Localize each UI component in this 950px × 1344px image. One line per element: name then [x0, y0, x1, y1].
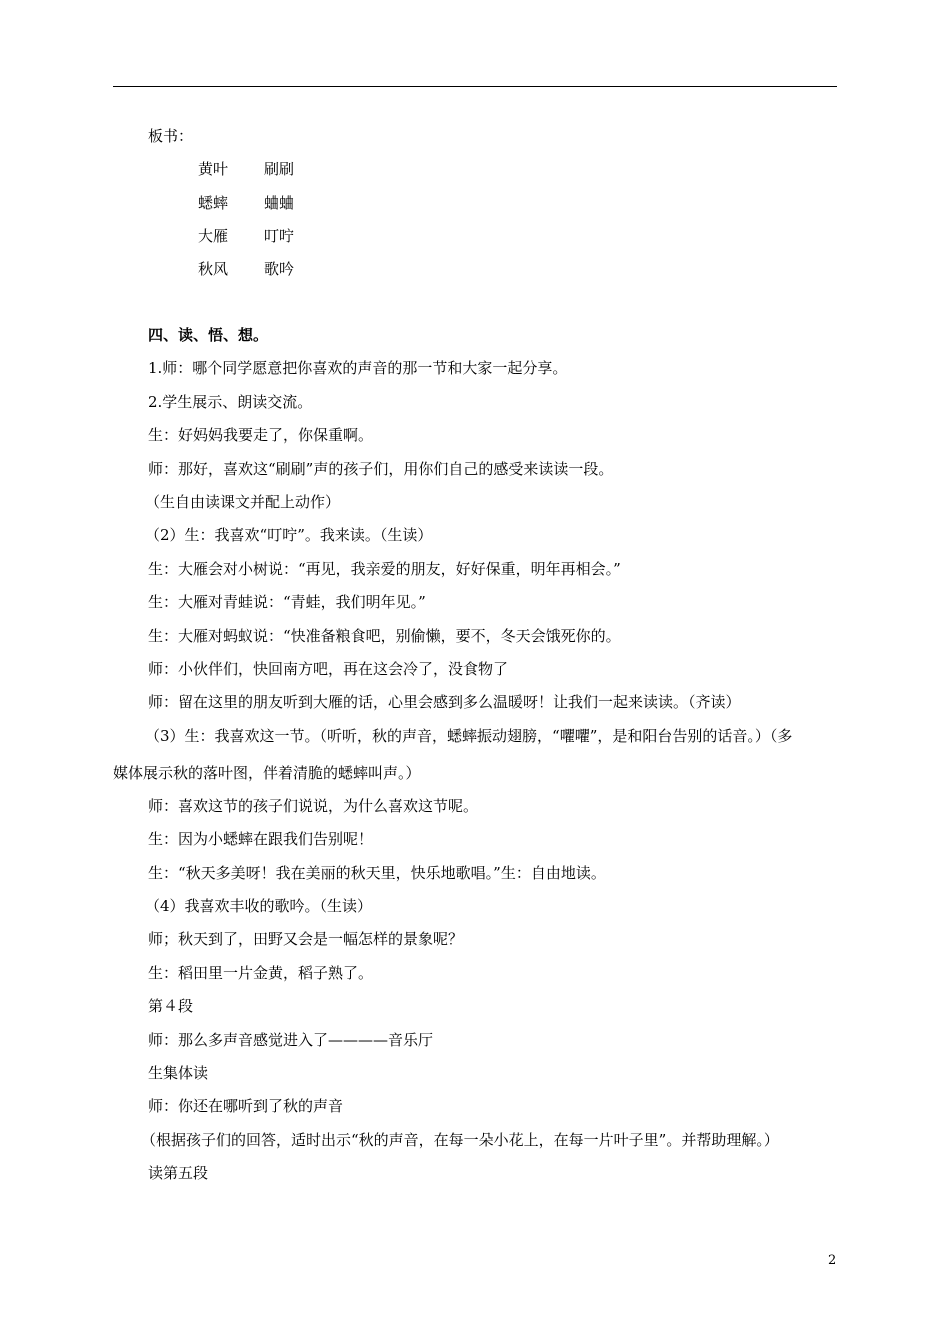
- body-line: 生：稻田里一片金黄，稻子熟了。: [148, 964, 374, 982]
- body-line: （根据孩子们的回答，适时出示“秋的声音，在每一朵小花上，在每一片叶子里”。并帮助理解。）: [141, 1131, 779, 1149]
- banshu-label: 板书：: [148, 127, 194, 145]
- body-line: 生：好妈妈我要走了，你保重啊。: [148, 426, 374, 444]
- banshu-row-3-left: 大雁: [198, 227, 229, 245]
- body-line: 读第五段: [148, 1164, 209, 1182]
- body-line: 师：留在这里的朋友听到大雁的话，心里会感到多么温暖呀！让我们一起来读读。（齐读）: [148, 693, 741, 711]
- body-line: 师；秋天到了，田野又会是一幅怎样的景象呢？: [148, 930, 464, 948]
- body-line: （3）生：我喜欢这一节。（听听，秋的声音，蟋蟀振动翅膀，“㘗㘗”，是和阳台告别的话音。）（多: [145, 727, 793, 745]
- section-heading: 四、读、悟、想。: [148, 326, 269, 344]
- body-line: 生：大雁会对小树说：“再见，我亲爱的朋友，好好保重，明年再相会。”: [148, 560, 621, 578]
- banshu-row-1-left: 黄叶: [198, 160, 229, 178]
- body-line: 2.学生展示、朗读交流。: [148, 393, 313, 411]
- body-line: 媒体展示秋的落叶图，伴着清脆的蟋蟀叫声。）: [113, 764, 421, 782]
- body-line: 师：喜欢这节的孩子们说说，为什么喜欢这节呢。: [148, 797, 479, 815]
- body-line: （生自由读课文并配上动作）: [145, 493, 341, 511]
- body-line: 1.师：哪个同学愿意把你喜欢的声音的那一节和大家一起分享。: [148, 359, 568, 377]
- body-line: 第４段: [148, 997, 194, 1015]
- banshu-row-2-left: 蟋蟀: [198, 194, 229, 212]
- banshu-row-4-left: 秋风: [198, 260, 229, 278]
- banshu-row-1-right: 刷刷: [264, 160, 295, 178]
- header-rule: [113, 86, 837, 87]
- body-line: 生集体读: [148, 1064, 209, 1082]
- page-number: 2: [828, 1253, 837, 1268]
- body-line: 生：“秋天多美呀！我在美丽的秋天里，快乐地歌唱。”生：自由地读。: [148, 864, 606, 882]
- body-line: 生：大雁对青蛙说：“青蛙，我们明年见。”: [148, 593, 426, 611]
- banshu-row-3-right: 叮咛: [264, 227, 295, 245]
- body-line: 师：你还在哪听到了秋的声音: [148, 1097, 344, 1115]
- body-line: 师：那么多声音感觉进入了————音乐厅: [148, 1031, 434, 1049]
- body-line: 生：大雁对蚂蚁说：“快准备粮食吧，别偷懒，要不，冬天会饿死你的。: [148, 627, 621, 645]
- banshu-row-2-right: 蛐蛐: [264, 194, 295, 212]
- body-line: 师：小伙伴们，快回南方吧，再在这会冷了，没食物了: [148, 660, 509, 678]
- body-line: （4）我喜欢丰收的歌吟。（生读）: [145, 897, 373, 915]
- banshu-row-4-right: 歌吟: [264, 260, 295, 278]
- body-line: 师：那好，喜欢这“刷刷”声的孩子们，用你们自己的感受来读读一段。: [148, 460, 614, 478]
- body-line: 生：因为小蟋蟀在跟我们告别呢！: [148, 830, 374, 848]
- body-line: （2）生：我喜欢“叮咛”。我来读。（生读）: [145, 526, 433, 544]
